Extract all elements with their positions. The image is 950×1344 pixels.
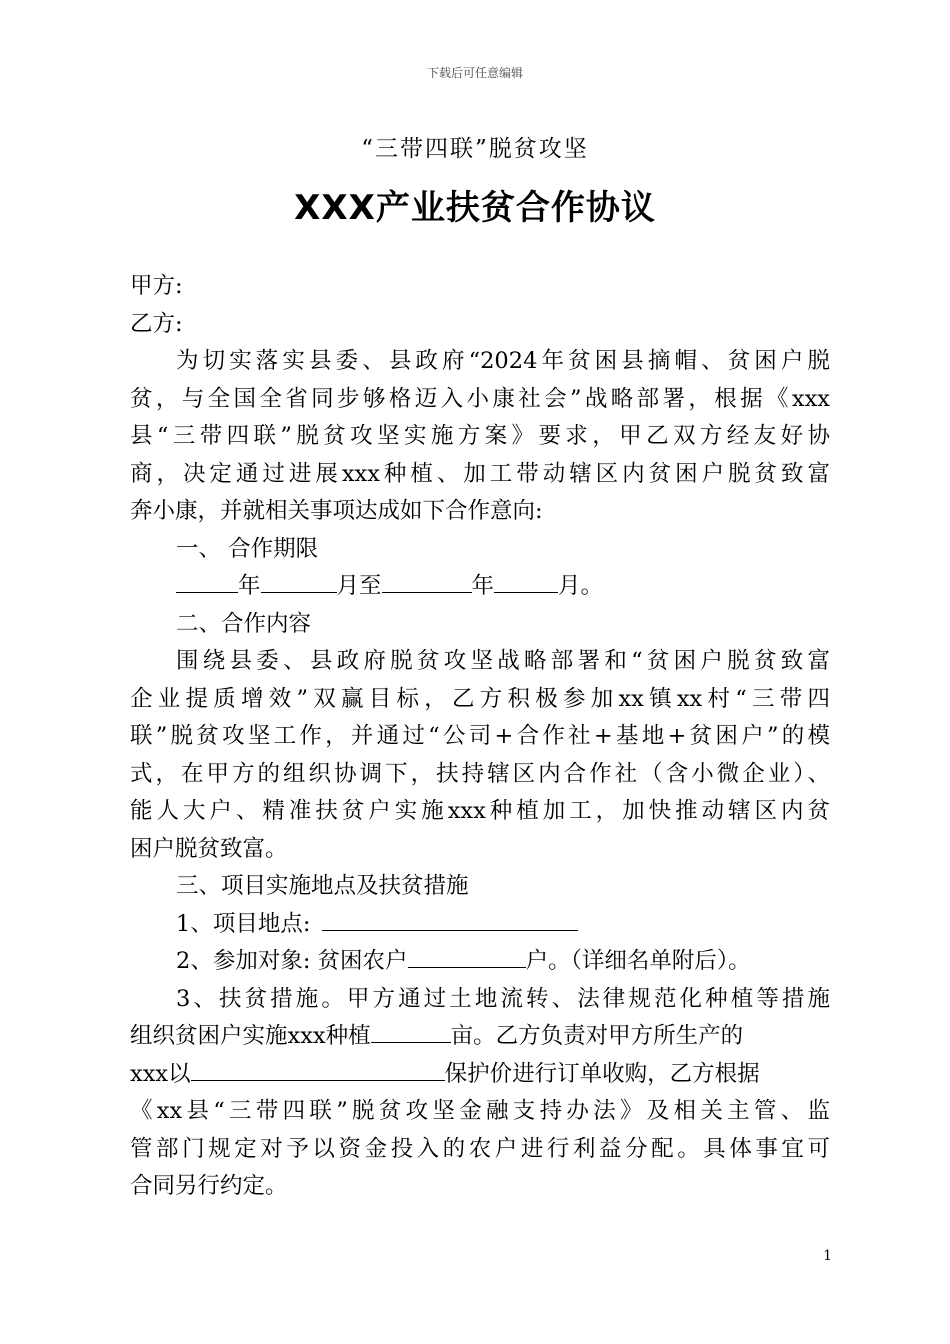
month-end-text: 月。: [558, 573, 604, 599]
item3-line: [130, 1018, 830, 1056]
item3-line: [130, 1056, 830, 1094]
item3-text: 亩。乙方负责对甲方所生产的: [450, 1023, 744, 1049]
project-location-blank[interactable]: [322, 906, 578, 931]
party-a-line: 甲方:: [130, 273, 183, 299]
document-title: XXX产业扶贫合作协议: [294, 188, 656, 228]
item1-label: 1、项目地点:: [176, 910, 311, 937]
start-year-blank[interactable]: [176, 568, 238, 593]
start-month-blank[interactable]: [261, 568, 337, 593]
households-blank[interactable]: [408, 943, 526, 968]
month-to-text: 月至: [336, 573, 382, 599]
section2-line: 企业提质增效”双赢目标，乙方积极参加xx镇xx村“三带四: [130, 685, 830, 712]
item3-text: 组织贫困户实施xxx种植: [130, 1023, 371, 1049]
item1-line: [130, 906, 830, 944]
section2-line: 能人大户、精准扶贫户实施xxx种植加工，加快推动辖区内贫: [130, 798, 830, 824]
year-text: 年: [471, 573, 495, 599]
end-year-blank[interactable]: [382, 568, 472, 593]
item2-line: [130, 943, 830, 981]
header-note: 下载后可任意编辑: [426, 66, 523, 80]
section2-line: 联”脱贫攻坚工作，并通过“公司+合作社+基地+贫困户”的模: [130, 723, 830, 749]
item3-line: 《xx县“三带四联”脱贫攻坚金融支持办法》及相关主管、监: [130, 1098, 830, 1124]
intro-line: 奔小康，并就相关事项达成如下合作意向:: [130, 498, 543, 524]
intro-line: 县“三带四联”脱贫攻坚实施方案》要求，甲乙双方经友好协: [130, 423, 830, 449]
document-body: [130, 268, 830, 1206]
term-line: [130, 568, 830, 606]
section2-line: 围绕县委、县政府脱贫攻坚战略部署和“贫困户脱贫致富: [176, 648, 830, 674]
price-blank[interactable]: [191, 1056, 445, 1081]
document-subtitle: “三带四联”脱贫攻坚: [361, 136, 589, 162]
party-b-line: 乙方:: [130, 310, 183, 337]
intro-line: 为切实落实县委、县政府“2024年贫困县摘帽、贫困户脱: [176, 348, 830, 374]
item2-label: 2、参加对象: 贫困农户: [176, 948, 408, 974]
section2-line: 式，在甲方的组织协调下，扶持辖区内合作社（含小微企业）、: [130, 760, 830, 787]
item3-text: 保护价进行订单收购，乙方根据: [444, 1060, 760, 1087]
item3-line: 3、扶贫措施。甲方通过土地流转、法律规范化种植等措施: [176, 985, 830, 1012]
item3-line: 合同另行约定。: [130, 1173, 288, 1199]
section1-heading: 一、 合作期限: [176, 535, 319, 562]
intro-line: 商，决定通过进展xxx种植、加工带动辖区内贫困户脱贫致富: [130, 460, 830, 487]
section2-line: 困户脱贫致富。: [130, 835, 288, 862]
area-blank[interactable]: [371, 1018, 451, 1043]
section3-heading: 三、项目实施地点及扶贫措施: [176, 873, 469, 899]
page-number: 1: [823, 1248, 832, 1264]
item2-suffix: 户。（详细名单附后）。: [525, 948, 751, 974]
section2-heading: 二、合作内容: [176, 610, 312, 637]
item3-line: 管部门规定对予以资金投入的农户进行利益分配。具体事宜可: [130, 1135, 830, 1162]
year-text: 年: [238, 573, 261, 599]
intro-line: 贫，与全国全省同步够格迈入小康社会”战略部署，根据《xxx: [130, 385, 830, 412]
item3-text: xxx以: [130, 1060, 191, 1087]
end-month-blank[interactable]: [494, 568, 558, 593]
